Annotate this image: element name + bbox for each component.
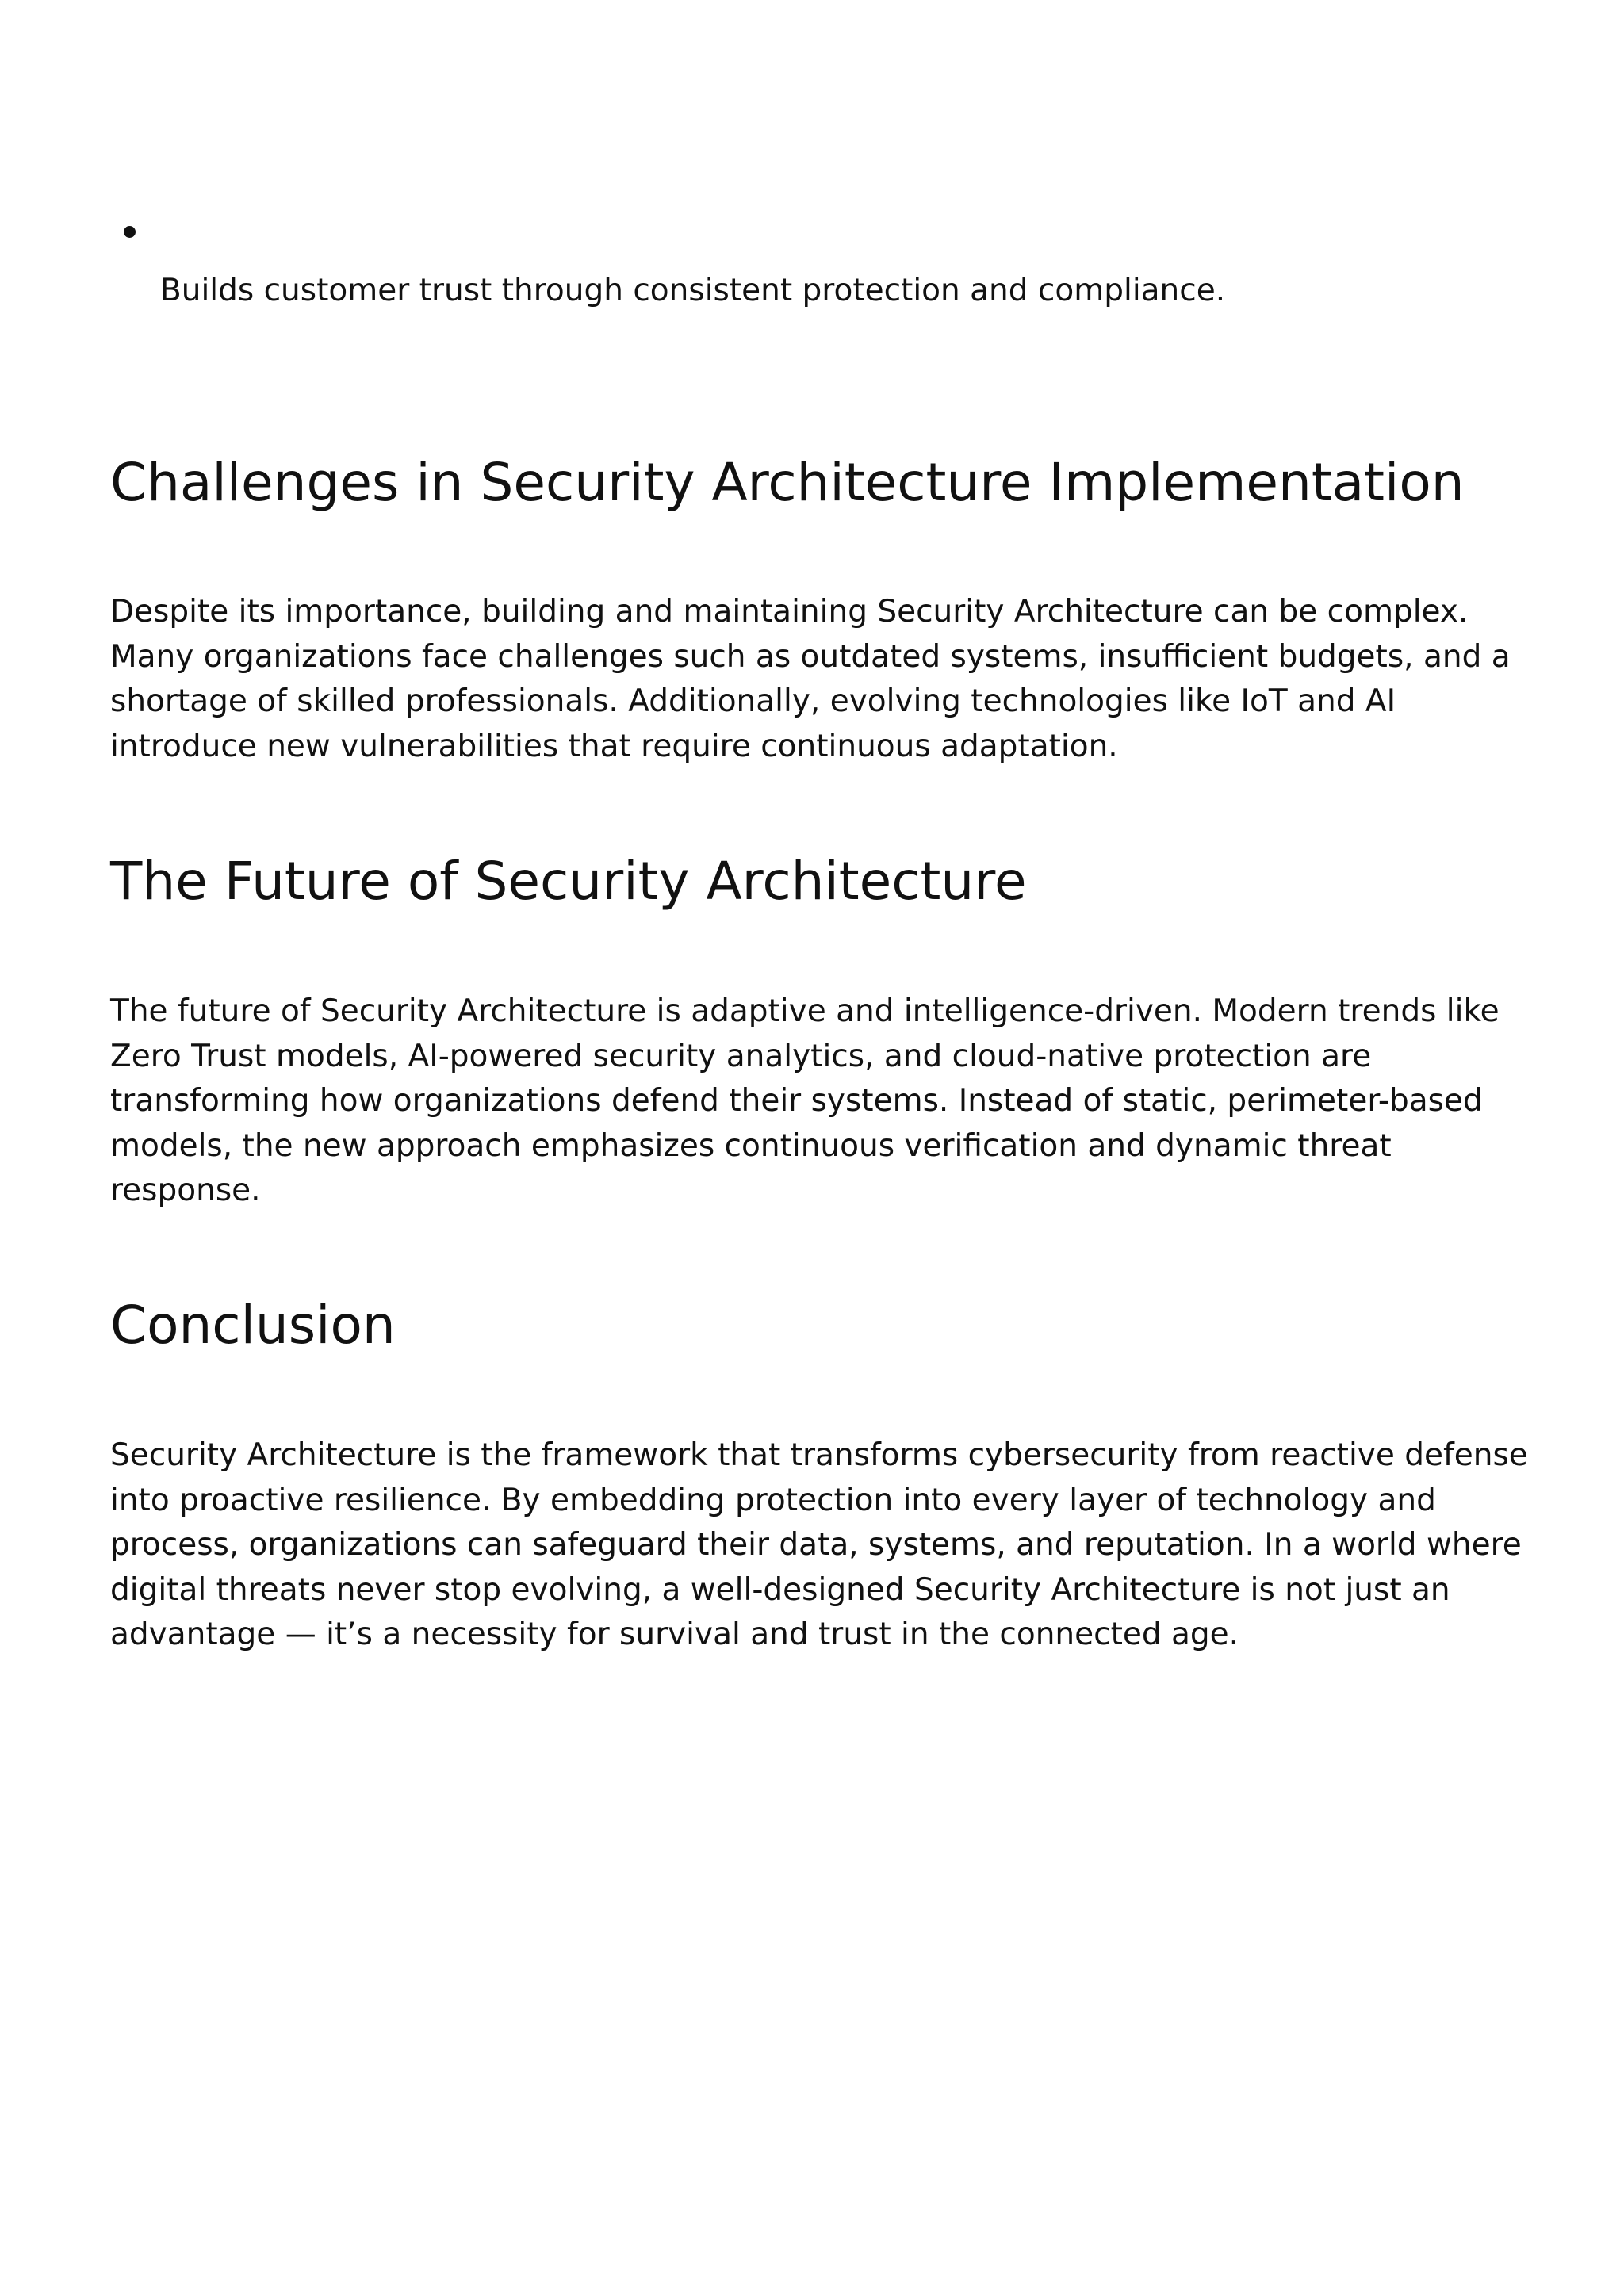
list-item: Builds customer trust through consistent protection and compliance.	[160, 273, 1226, 308]
section-paragraph-challenges: Despite its importance, building and maintaining Security Architecture can be complex. Many organizations face challenges such as outdated systems, insufficient budgets, and a shortage of skilled professionals. Additionally, evolving technologies like IoT and AI introduce new vulnerabilities that require continuous adaptation.	[110, 594, 1511, 764]
section-heading-challenges: Challenges in Security Architecture Implementation	[110, 452, 1465, 513]
section-heading-conclusion: Conclusion	[110, 1295, 396, 1356]
section-heading-future: The Future of Security Architecture	[110, 851, 1027, 912]
section-paragraph-future: The future of Security Architecture is adaptive and intelligence-driven. Modern trends like Zero Trust models, AI-powered security analytics, and cloud-native protection are transforming how organizations defend their systems. Instead of static, perimeter-based models, the new approach emphasizes continuous verification and dynamic threat response.	[110, 993, 1500, 1208]
bullet-icon	[124, 226, 136, 238]
section-paragraph-conclusion: Security Architecture is the framework that transforms cybersecurity from reactive defense into proactive resilience. By embedding protection into every layer of technology and process, organizations can safeguard their data, systems, and reputation. In a world where digital threats never stop evolving, a well-designed Security Architecture is not just an advantage — it’s a necessity for survival and trust in the connected age.	[110, 1437, 1528, 1652]
